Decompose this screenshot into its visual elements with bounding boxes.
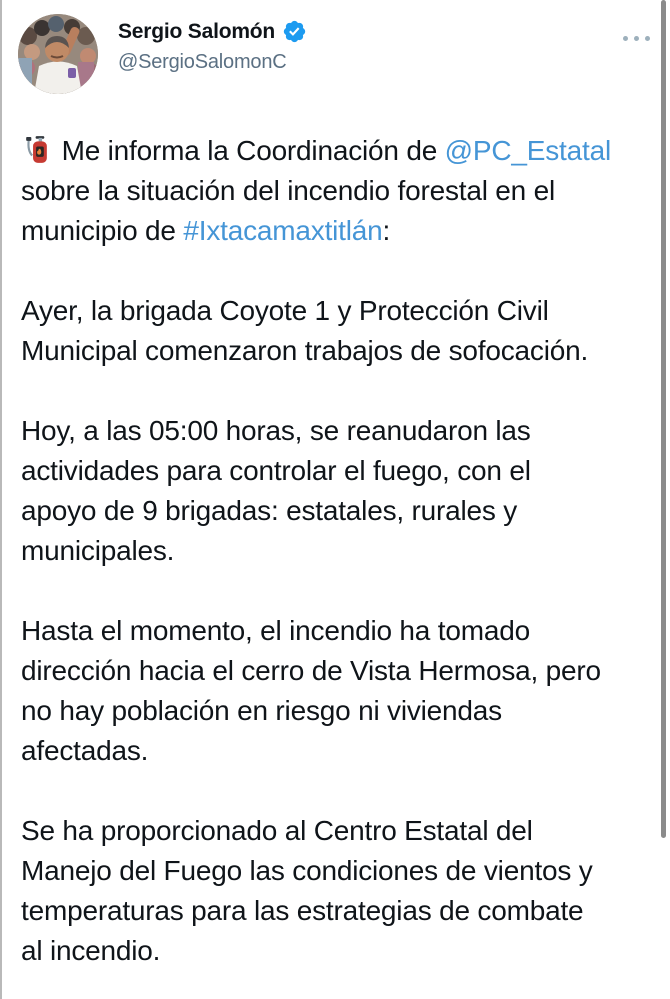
tweet-line	[21, 611, 655, 651]
hashtag-link[interactable]: #Ixtacamaxtitlán	[183, 215, 383, 246]
tweet-paragraph	[21, 131, 655, 251]
tweet-line	[21, 331, 655, 371]
fire-extinguisher-emoji	[21, 134, 52, 165]
tweet-paragraph	[21, 411, 655, 571]
display-name[interactable]: Sergio Salomón	[118, 19, 276, 43]
scrollbar-thumb[interactable]	[661, 0, 666, 838]
tweet-text: municipales.	[21, 535, 175, 566]
tweet-line	[21, 811, 655, 851]
tweet-text: apoyo de 9 brigadas: estatales, rurales y	[21, 495, 518, 526]
tweet-text: Me informa la Coordinación de	[54, 135, 445, 166]
tweet-text: Ayer, la brigada Coyote 1 y Protección Civil	[21, 295, 549, 326]
tweet-line	[21, 451, 655, 491]
tweet-line	[21, 411, 655, 451]
tweet-paragraph	[21, 291, 655, 371]
tweet-paragraph	[21, 811, 655, 971]
tweet-paragraph	[21, 611, 655, 771]
dot	[645, 36, 650, 41]
tweet-text: sobre la situación del incendio forestal en el	[21, 175, 556, 206]
user-info	[118, 14, 307, 74]
tweet-line	[21, 651, 655, 691]
tweet-text: no hay población en riesgo ni viviendas	[21, 695, 502, 726]
verified-badge-icon	[282, 19, 307, 44]
tweet-line	[21, 851, 655, 891]
tweet-line	[21, 131, 655, 171]
tweet-line	[21, 931, 655, 971]
tweet-line	[21, 731, 655, 771]
tweet-line	[21, 691, 655, 731]
tweet-line	[21, 491, 655, 531]
tweet-text: Manejo del Fuego las condiciones de vientos y	[21, 855, 593, 886]
tweet-text: Hoy, a las 05:00 horas, se reanudaron las	[21, 415, 531, 446]
more-options-icon[interactable]	[623, 14, 650, 41]
tweet-body	[21, 131, 655, 971]
tweet-line	[21, 171, 655, 211]
dot	[634, 36, 639, 41]
profile-photo	[18, 14, 98, 94]
tweet-text: Municipal comenzaron trabajos de sofocación.	[21, 335, 589, 366]
tweet-text: temperaturas para las estrategias de combate	[21, 895, 584, 926]
tweet-text: al incendio.	[21, 935, 161, 966]
tweet-line	[21, 291, 655, 331]
dot	[623, 36, 628, 41]
tweet-line	[21, 531, 655, 571]
avatar[interactable]	[18, 14, 98, 94]
tweet-text: Hasta el momento, el incendio ha tomado	[21, 615, 530, 646]
tweet-text: actividades para controlar el fuego, con el	[21, 455, 531, 486]
tweet-header	[0, 0, 670, 94]
tweet-text: afectadas.	[21, 735, 149, 766]
screen-edge	[0, 0, 2, 999]
tweet-line	[21, 211, 655, 251]
tweet-text: Se ha proporcionado al Centro Estatal del	[21, 815, 533, 846]
mention-link[interactable]: @PC_Estatal	[444, 135, 611, 166]
tweet-line	[21, 891, 655, 931]
tweet-text: :	[382, 215, 391, 246]
user-handle[interactable]: @SergioSalomonC	[118, 51, 287, 73]
tweet-text: municipio de	[21, 215, 184, 246]
tweet-text: dirección hacia el cerro de Vista Hermosa, pero	[21, 655, 601, 686]
